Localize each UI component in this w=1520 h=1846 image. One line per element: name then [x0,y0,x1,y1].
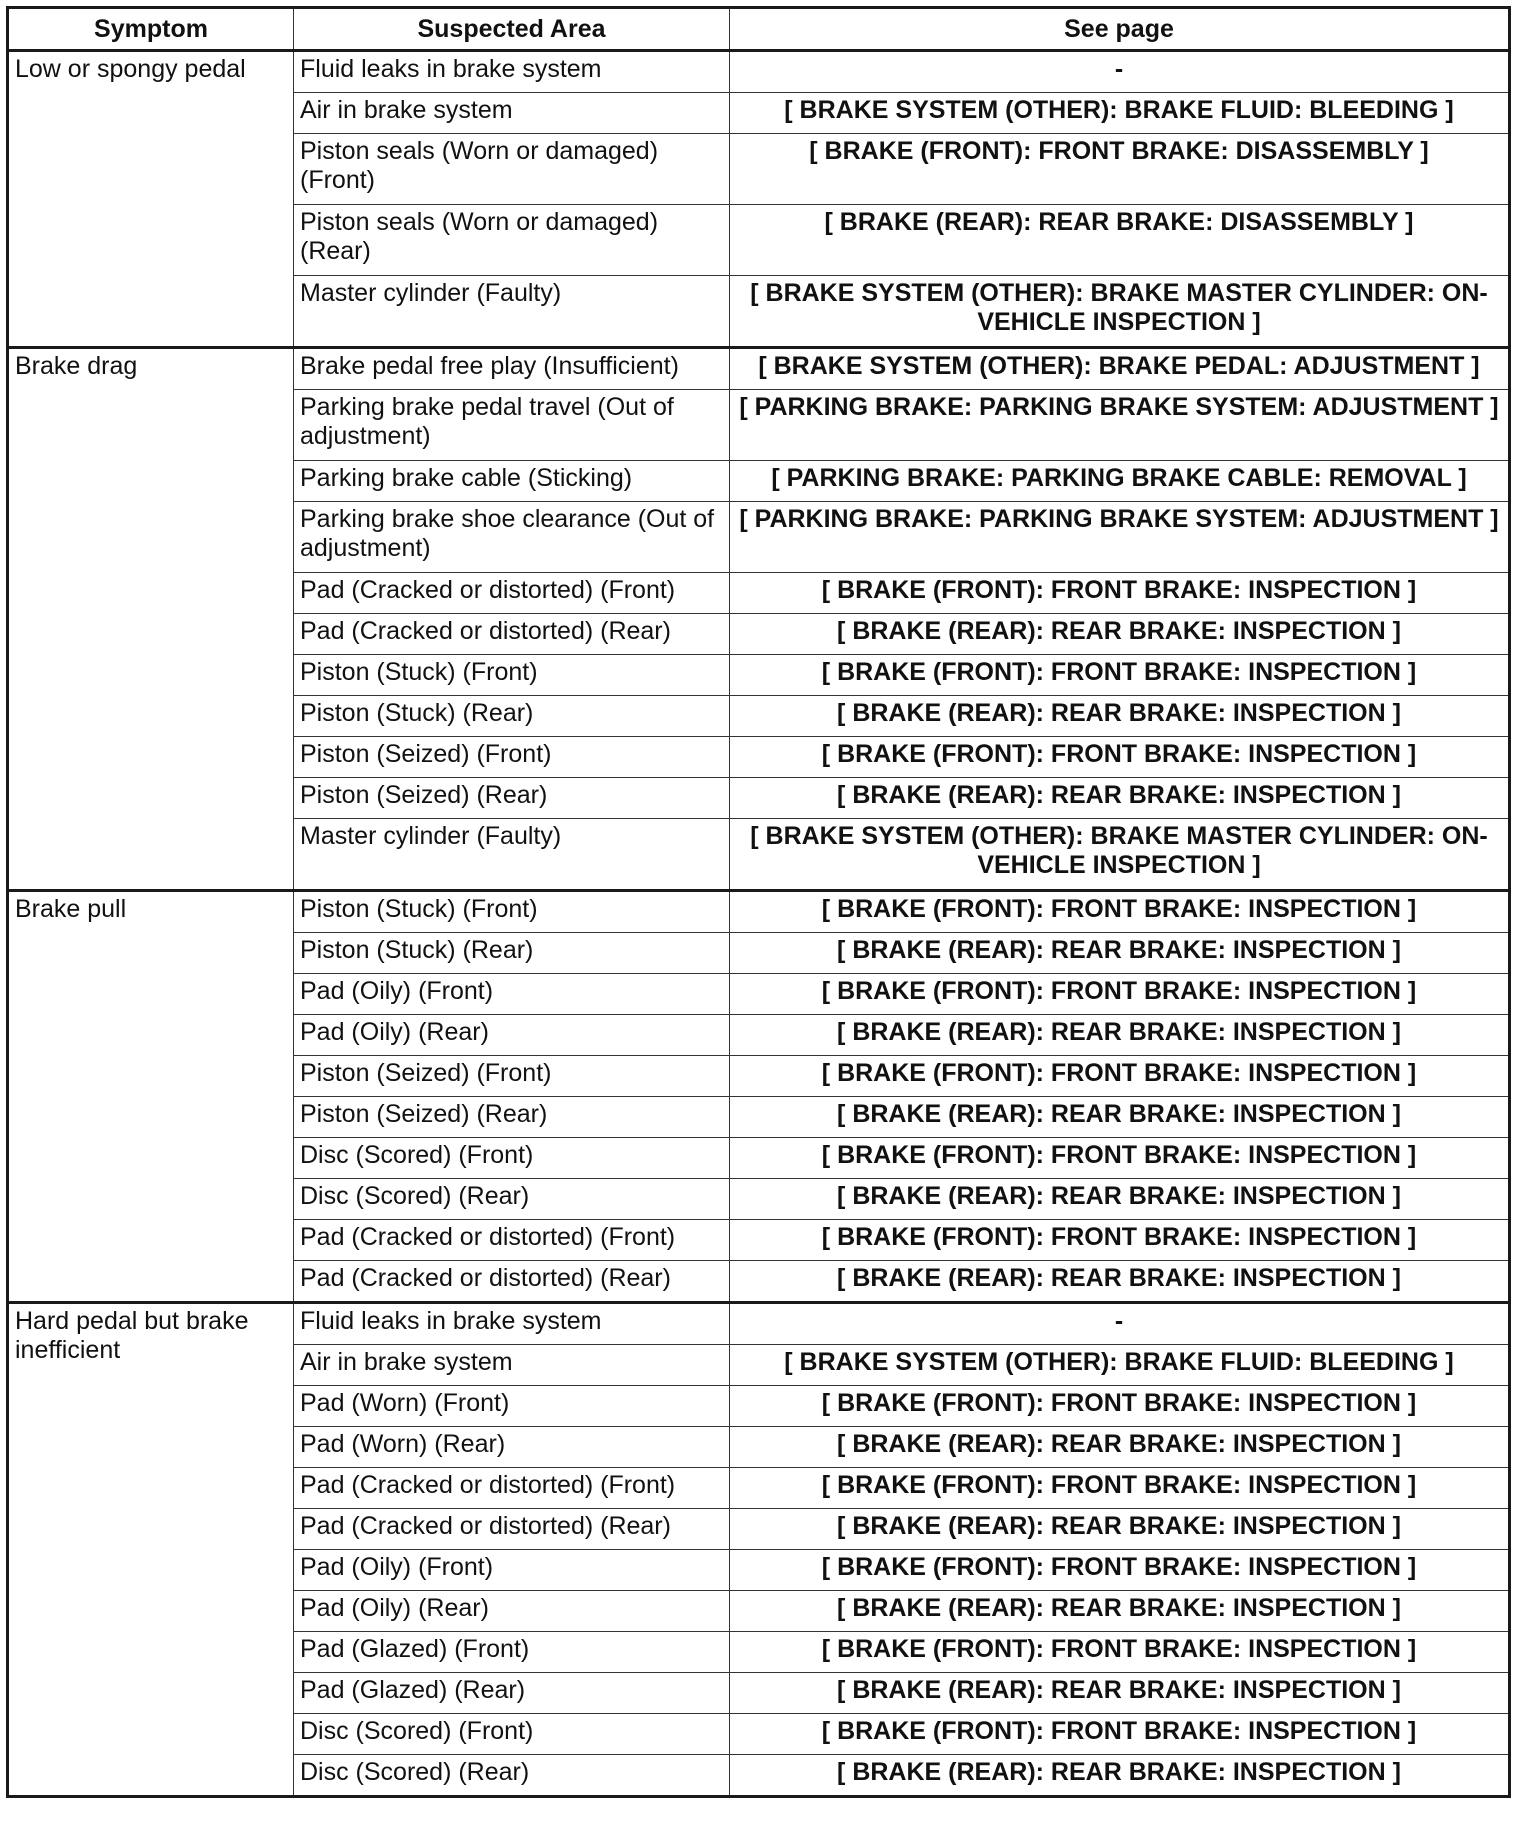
see-page-cell: [ BRAKE (REAR): REAR BRAKE: DISASSEMBLY ] [730,205,1510,276]
suspected-area-cell: Pad (Cracked or distorted) (Rear) [294,614,730,655]
suspected-area-cell: Pad (Worn) (Front) [294,1386,730,1427]
suspected-area-cell: Fluid leaks in brake system [294,1303,730,1345]
see-page-cell: [ BRAKE (REAR): REAR BRAKE: INSPECTION ] [730,696,1510,737]
suspected-area-cell: Brake pedal free play (Insufficient) [294,348,730,390]
suspected-area-cell: Piston (Stuck) (Rear) [294,933,730,974]
see-page-cell: [ BRAKE (REAR): REAR BRAKE: INSPECTION ] [730,614,1510,655]
suspected-area-cell: Piston seals (Worn or damaged) (Front) [294,134,730,205]
see-page-cell: [ BRAKE (REAR): REAR BRAKE: INSPECTION ] [730,1015,1510,1056]
suspected-area-cell: Pad (Glazed) (Rear) [294,1673,730,1714]
see-page-cell: [ BRAKE SYSTEM (OTHER): BRAKE FLUID: BLEEDING ] [730,1345,1510,1386]
see-page-cell: [ BRAKE (REAR): REAR BRAKE: INSPECTION ] [730,1591,1510,1632]
suspected-area-cell: Pad (Cracked or distorted) (Front) [294,573,730,614]
see-page-cell: [ BRAKE (FRONT): FRONT BRAKE: INSPECTION ] [730,891,1510,933]
table-row [8,51,1510,93]
see-page-cell: [ BRAKE (REAR): REAR BRAKE: INSPECTION ] [730,1509,1510,1550]
suspected-area-cell: Pad (Cracked or distorted) (Rear) [294,1261,730,1303]
see-page-cell: [ BRAKE (FRONT): FRONT BRAKE: INSPECTION ] [730,1468,1510,1509]
suspected-area-cell: Piston (Seized) (Rear) [294,778,730,819]
suspected-area-cell: Piston (Stuck) (Front) [294,655,730,696]
see-page-cell: [ BRAKE (FRONT): FRONT BRAKE: INSPECTION ] [730,1138,1510,1179]
suspected-area-cell: Pad (Oily) (Front) [294,1550,730,1591]
suspected-area-cell: Parking brake pedal travel (Out of adjustment) [294,390,730,461]
see-page-cell: [ BRAKE (FRONT): FRONT BRAKE: INSPECTION ] [730,573,1510,614]
header-symptom: Symptom [8,8,294,51]
suspected-area-cell: Piston (Stuck) (Front) [294,891,730,933]
suspected-area-cell: Pad (Worn) (Rear) [294,1427,730,1468]
symptom-cell: Brake drag [8,348,294,891]
suspected-area-cell: Parking brake shoe clearance (Out of adjustment) [294,502,730,573]
suspected-area-cell: Piston (Seized) (Rear) [294,1097,730,1138]
see-page-cell: [ BRAKE SYSTEM (OTHER): BRAKE MASTER CYLINDER: ON-VEHICLE INSPECTION ] [730,819,1510,891]
see-page-cell: [ BRAKE (FRONT): FRONT BRAKE: INSPECTION ] [730,974,1510,1015]
suspected-area-cell: Disc (Scored) (Front) [294,1138,730,1179]
table-row [8,348,1510,390]
see-page-cell: [ BRAKE (FRONT): FRONT BRAKE: INSPECTION ] [730,655,1510,696]
see-page-cell: [ BRAKE (FRONT): FRONT BRAKE: INSPECTION ] [730,1632,1510,1673]
see-page-cell: [ PARKING BRAKE: PARKING BRAKE SYSTEM: ADJUSTMENT ] [730,502,1510,573]
suspected-area-cell: Disc (Scored) (Front) [294,1714,730,1755]
see-page-cell: - [730,1303,1510,1345]
see-page-cell: [ BRAKE SYSTEM (OTHER): BRAKE PEDAL: ADJUSTMENT ] [730,348,1510,390]
suspected-area-cell: Pad (Cracked or distorted) (Front) [294,1468,730,1509]
see-page-cell: [ PARKING BRAKE: PARKING BRAKE CABLE: REMOVAL ] [730,461,1510,502]
table-row [8,1303,1510,1345]
see-page-cell: [ BRAKE (REAR): REAR BRAKE: INSPECTION ] [730,933,1510,974]
suspected-area-cell: Pad (Oily) (Front) [294,974,730,1015]
symptom-group [8,1303,1510,1797]
see-page-cell: [ BRAKE (REAR): REAR BRAKE: INSPECTION ] [730,1097,1510,1138]
header-see-page: See page [730,8,1510,51]
suspected-area-cell: Master cylinder (Faulty) [294,819,730,891]
symptom-cell: Hard pedal but brake inefficient [8,1303,294,1797]
suspected-area-cell: Master cylinder (Faulty) [294,276,730,348]
suspected-area-cell: Pad (Oily) (Rear) [294,1015,730,1056]
suspected-area-cell: Piston (Stuck) (Rear) [294,696,730,737]
table-row [8,891,1510,933]
see-page-cell: [ BRAKE (REAR): REAR BRAKE: INSPECTION ] [730,1427,1510,1468]
suspected-area-cell: Disc (Scored) (Rear) [294,1755,730,1797]
suspected-area-cell: Pad (Glazed) (Front) [294,1632,730,1673]
header-suspected-area: Suspected Area [294,8,730,51]
suspected-area-cell: Pad (Oily) (Rear) [294,1591,730,1632]
symptom-cell: Low or spongy pedal [8,51,294,348]
see-page-cell: [ BRAKE (FRONT): FRONT BRAKE: INSPECTION ] [730,1386,1510,1427]
see-page-cell: [ BRAKE (FRONT): FRONT BRAKE: INSPECTION ] [730,1714,1510,1755]
see-page-cell: [ BRAKE (REAR): REAR BRAKE: INSPECTION ] [730,1261,1510,1303]
suspected-area-cell: Pad (Cracked or distorted) (Rear) [294,1509,730,1550]
symptom-cell: Brake pull [8,891,294,1303]
header-row [8,8,1510,51]
symptom-group [8,891,1510,1303]
see-page-cell: [ BRAKE (REAR): REAR BRAKE: INSPECTION ] [730,1179,1510,1220]
suspected-area-cell: Air in brake system [294,1345,730,1386]
symptom-group [8,51,1510,348]
see-page-cell: [ BRAKE (FRONT): FRONT BRAKE: INSPECTION ] [730,1220,1510,1261]
see-page-cell: [ BRAKE (FRONT): FRONT BRAKE: INSPECTION ] [730,737,1510,778]
see-page-cell: [ BRAKE SYSTEM (OTHER): BRAKE FLUID: BLEEDING ] [730,93,1510,134]
see-page-cell: [ BRAKE (REAR): REAR BRAKE: INSPECTION ] [730,1755,1510,1797]
see-page-cell: [ PARKING BRAKE: PARKING BRAKE SYSTEM: ADJUSTMENT ] [730,390,1510,461]
suspected-area-cell: Fluid leaks in brake system [294,51,730,93]
suspected-area-cell: Pad (Cracked or distorted) (Front) [294,1220,730,1261]
suspected-area-cell: Air in brake system [294,93,730,134]
troubleshooting-table [6,6,1511,1798]
table-header [8,8,1510,51]
suspected-area-cell: Piston (Seized) (Front) [294,737,730,778]
see-page-cell: [ BRAKE (FRONT): FRONT BRAKE: INSPECTION ] [730,1550,1510,1591]
see-page-cell: [ BRAKE (FRONT): FRONT BRAKE: DISASSEMBLY ] [730,134,1510,205]
suspected-area-cell: Parking brake cable (Sticking) [294,461,730,502]
see-page-cell: [ BRAKE (FRONT): FRONT BRAKE: INSPECTION ] [730,1056,1510,1097]
suspected-area-cell: Piston (Seized) (Front) [294,1056,730,1097]
see-page-cell: [ BRAKE SYSTEM (OTHER): BRAKE MASTER CYLINDER: ON-VEHICLE INSPECTION ] [730,276,1510,348]
see-page-cell: [ BRAKE (REAR): REAR BRAKE: INSPECTION ] [730,1673,1510,1714]
symptom-group [8,348,1510,891]
see-page-cell: [ BRAKE (REAR): REAR BRAKE: INSPECTION ] [730,778,1510,819]
see-page-cell: - [730,51,1510,93]
suspected-area-cell: Piston seals (Worn or damaged) (Rear) [294,205,730,276]
suspected-area-cell: Disc (Scored) (Rear) [294,1179,730,1220]
